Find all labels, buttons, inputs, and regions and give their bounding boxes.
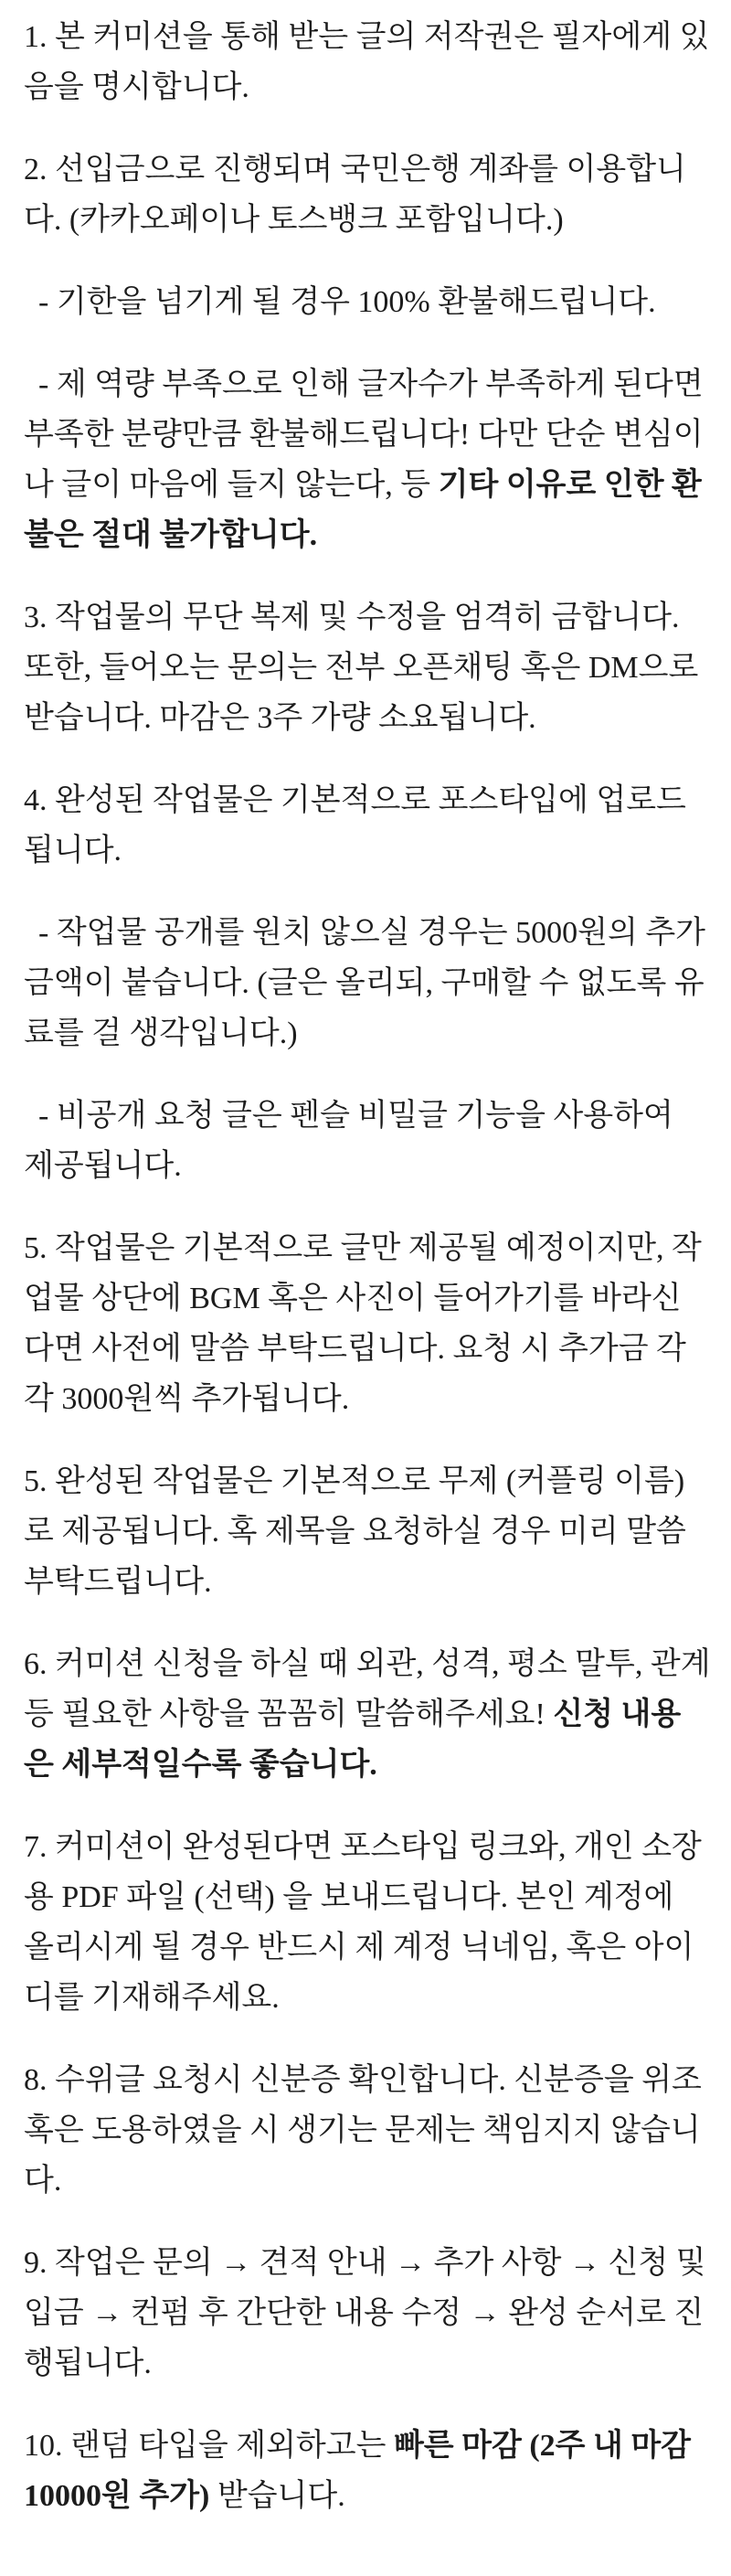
term-text-bold: 기타 이유로 인한 환불은 절대 불가합니다.: [24, 468, 702, 552]
term-item-7: [24, 1822, 711, 2023]
term-text: 5. 작업물은 기본적으로 글만 제공될 예정이지만, 작업물 상단에 BGM 혹은 사진이 들어가기를 바라신다면 사전에 말씀 부탁드립니다. 요청 시 추가금 각각 3000원씩 추가됩니다.: [24, 1231, 702, 1416]
term-text-bold: 빠른 마감 (2주 내 마감 10000원 추가): [24, 2429, 692, 2513]
term-text-bold: 신청 내용은 세부적일수록 좋습니다.: [24, 1698, 682, 1782]
term-text: 1. 본 커미션을 통해 받는 글의 저작권은 필자에게 있음을 명시합니다.: [24, 20, 710, 104]
term-item-6: [24, 1639, 711, 1790]
term-item-2-sub-1: [24, 277, 711, 327]
term-text: 2. 선입금으로 진행되며 국민은행 계좌를 이용합니다. (카카오페이나 토스뱅크 포함입니다.): [24, 153, 686, 237]
term-text: 9. 작업은 문의 → 견적 안내 → 추가 사항 → 신청 및 입금 → 컨펌 후 간단한 내용 수정 → 완성 순서로 진행됩니다.: [24, 2246, 706, 2380]
term-text: 5. 완성된 작업물은 기본적으로 무제 (커플링 이름) 로 제공됩니다. 혹 제목을 요청하실 경우 미리 말씀 부탁드립니다.: [24, 1464, 686, 1599]
term-text: - 제 역량 부족으로 인해 글자수가 부족하게 된다면 부족한 분량만큼 환불해드립니다! 다만 단순 변심이나 글이 마음에 들지 않는다, 등: [24, 367, 704, 502]
term-item-5a: [24, 1223, 711, 1424]
term-text: 6. 커미션 신청을 하실 때 외관, 성격, 평소 말투, 관계 등 필요한 사항을 꼼꼼히 말씀해주세요!: [24, 1647, 711, 1731]
term-item-9: [24, 2238, 711, 2389]
term-item-1: [24, 12, 711, 112]
term-text: 7. 커미션이 완성된다면 포스타입 링크와, 개인 소장용 PDF 파일 (선택) 을 보내드립니다. 본인 계정에 올리시게 될 경우 반드시 제 계정 닉네임, 혹은 아이디를 기재해주세요.: [24, 1830, 702, 2015]
term-item-2: [24, 144, 711, 245]
term-item-4: [24, 775, 711, 876]
term-item-4-sub-1: [24, 908, 711, 1059]
term-text: - 비공개 요청 글은 펜슬 비밀글 기능을 사용하여 제공됩니다.: [24, 1099, 673, 1183]
term-item-8: [24, 2055, 711, 2206]
term-item-5b: [24, 1456, 711, 1607]
term-text: - 기한을 넘기게 될 경우 100% 환불해드립니다.: [38, 285, 656, 319]
term-text: 10. 랜덤 타입을 제외하고는: [24, 2429, 394, 2463]
term-item-10: [24, 2421, 711, 2521]
term-item-4-sub-2: [24, 1091, 711, 1191]
term-item-2-sub-2: [24, 359, 711, 560]
term-text: 8. 수위글 요청시 신분증 확인합니다. 신분증을 위조 혹은 도용하였을 시 생기는 문제는 책임지지 않습니다.: [24, 2063, 702, 2198]
term-text: 4. 완성된 작업물은 기본적으로 포스타입에 업로드 됩니다.: [24, 783, 686, 868]
term-text: - 작업물 공개를 원치 않으실 경우는 5000원의 추가 금액이 붙습니다. (글은 올리되, 구매할 수 없도록 유료를 걸 생각입니다.): [24, 916, 706, 1050]
term-text: 3. 작업물의 무단 복제 및 수정을 엄격히 금합니다. 또한, 들어오는 문의는 전부 오픈채팅 혹은 DM으로 받습니다. 마감은 3주 가량 소요됩니다.: [24, 601, 699, 735]
term-item-3: [24, 592, 711, 743]
term-text: 받습니다.: [209, 2479, 345, 2513]
